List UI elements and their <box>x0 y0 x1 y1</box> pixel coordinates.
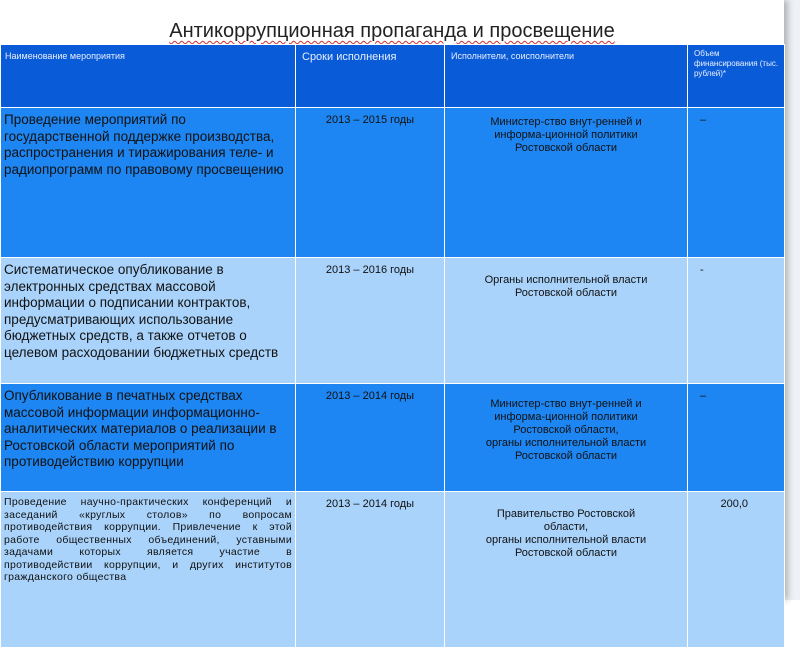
executor-line: Ростовской области <box>514 142 618 154</box>
executor-line: информа-ционной политики <box>494 129 638 141</box>
header-period: Сроки исполнения <box>296 45 445 108</box>
row-funding: 200,0 <box>688 492 785 648</box>
row-executors <box>445 258 688 384</box>
row-period: 2013 – 2015 годы <box>296 108 445 258</box>
row-funding: – <box>688 108 785 258</box>
row-name: Опубликование в печатных средствах массовой информации информационно-аналитических материалов о реализации в Ростовской области мероприятий по противодействию коррупции <box>1 384 296 492</box>
executor-line: области, <box>543 521 589 533</box>
row-funding: - <box>688 258 785 384</box>
row-name: Проведение научно-практических конференций и заседаний «круглых столов» по вопросам противодействия коррупции. Привлечение к этой работе общественных объединений, уставными задачами которых является участие в противодействии коррупции, и других институтов гражданского общества <box>1 492 296 648</box>
row-executors <box>445 108 688 258</box>
executor-line: Ростовской области <box>514 287 618 299</box>
row-funding: – <box>688 384 785 492</box>
executor-line: органы исполнительной власти <box>485 534 647 546</box>
measures-table <box>0 44 785 648</box>
table-row <box>1 258 785 384</box>
executor-line: информа-ционной политики <box>494 411 638 423</box>
row-executors <box>445 492 688 648</box>
executor-line: органы исполнительной власти <box>485 437 647 449</box>
row-period: 2013 – 2016 годы <box>296 258 445 384</box>
table-row <box>1 384 785 492</box>
executor-line: Ростовской области <box>514 547 618 559</box>
header-name: Наименование мероприятия <box>1 45 296 108</box>
table-row <box>1 492 785 648</box>
executor-line: Министер-ство внут-ренней и <box>490 398 642 410</box>
row-period: 2013 – 2014 годы <box>296 492 445 648</box>
header-executors: Исполнители, соисполнители <box>445 45 688 108</box>
executor-line: Ростовской области <box>514 450 618 462</box>
slide-title: Антикоррупционная пропаганда и просвещение <box>169 20 615 42</box>
table-header-row <box>1 45 785 108</box>
executor-line: Министер-ство внут-ренней и <box>490 116 642 128</box>
executor-line: Органы исполнительной власти <box>484 274 648 286</box>
executor-line: Ростовской области, <box>513 424 619 436</box>
executor-line: Правительство Ростовской <box>496 508 636 520</box>
table-row <box>1 108 785 258</box>
row-period: 2013 – 2014 годы <box>296 384 445 492</box>
row-name: Проведение мероприятий по государственной поддержке производства, распространения и тиражирования теле- и радиопрограмм по правовому просвещению <box>1 108 296 258</box>
header-funding: Объем финансирования (тыс. рублей)* <box>688 45 785 108</box>
row-executors <box>445 384 688 492</box>
row-name: Систематическое опубликование в электронных средствах массовой информации о подписании контрактов, предусматривающих использование бюджетных средств, а также отчетов о целевом расходовании бюджетных средств <box>1 258 296 384</box>
